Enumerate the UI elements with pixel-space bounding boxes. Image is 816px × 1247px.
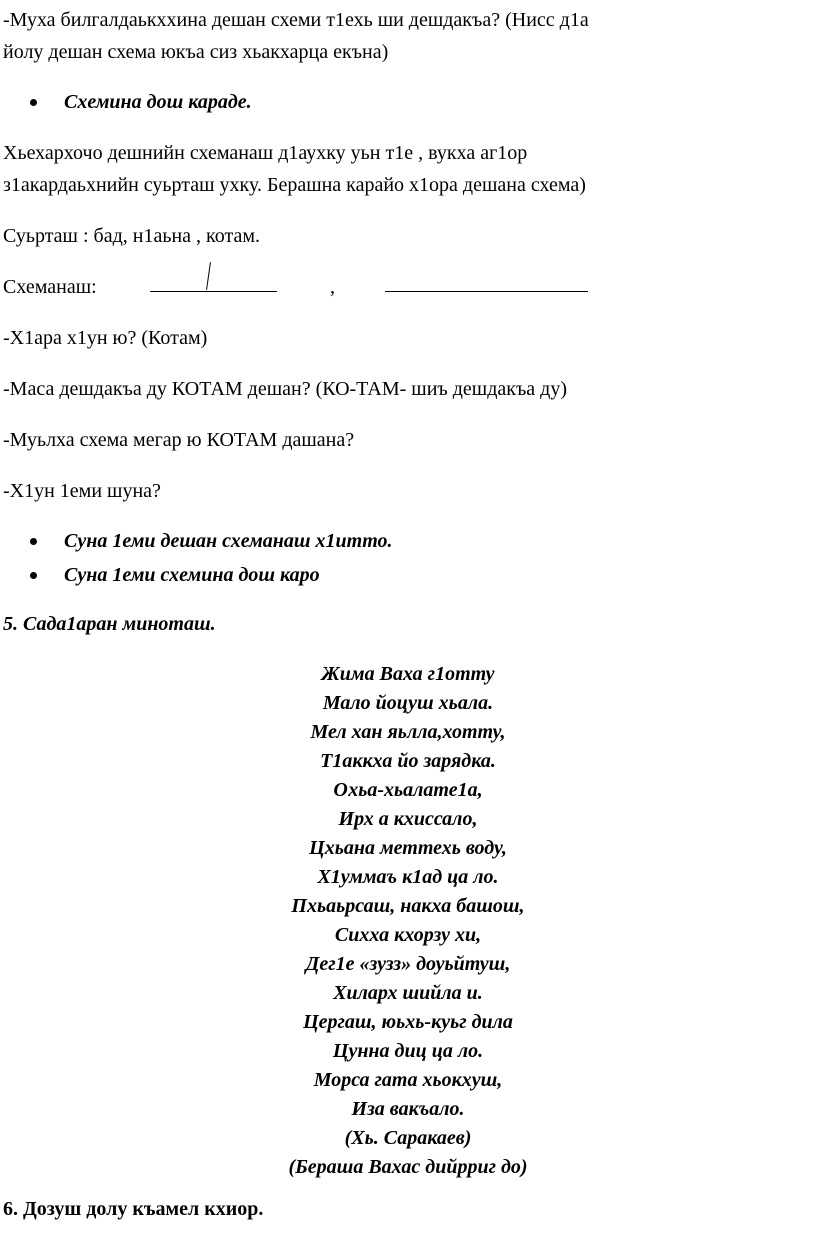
intro-line-1: -Муха билгалдаькххина дешан схеми т1ехь ши дешдакъа? (Нисс д1а: [3, 9, 589, 31]
pictures-line: Суьрташ : бад, н1аьна , котам.: [3, 225, 260, 247]
schemes-label: Схеманаш:: [3, 276, 97, 298]
section-5-title: 5. Сада1аран миноташ.: [3, 613, 216, 635]
poem-line: Сихха кхорзу хи,: [334, 924, 482, 946]
poem-line: Хиларх шийла и.: [333, 982, 483, 1004]
poem-line: Пхьаьрсаш, накха башош,: [291, 895, 525, 917]
poem-note: (Бераша Вахас дийрриг до): [288, 1156, 528, 1178]
poem-author: (Хь. Саракаев): [344, 1127, 472, 1149]
scheme-blank-2: [385, 291, 588, 292]
bullet-dot-icon: [30, 538, 37, 545]
bullet-dot-icon: [30, 99, 37, 106]
question-2: -Маса дешдакъа ду КОТАМ дешан? (КО-ТАМ- шиъ дешдакъа ду): [3, 378, 568, 400]
poem-line: Мало йоцуш хьала.: [322, 692, 494, 714]
poem-line: Мел хан яьлла,хотту,: [310, 721, 506, 743]
scheme-blank-1: [150, 291, 277, 292]
explain-line-2: з1акардаьхнийн суьрташ ухку. Берашна карайо х1ора дешана схема): [3, 174, 586, 196]
poem: [0, 660, 816, 1182]
scheme-divider-mark: [206, 262, 211, 290]
poem-line: Х1уммаъ к1ад ца ло.: [317, 866, 499, 888]
bullet-dot-icon: [30, 572, 37, 579]
poem-line: Иза вакъало.: [351, 1098, 465, 1120]
bullet-text: Суна 1еми дешан схеманаш х1итто.: [64, 530, 393, 552]
bullet-text: Схемина дош караде.: [64, 91, 252, 113]
poem-line: Цергаш, юьхь-куьг дила: [303, 1011, 513, 1033]
intro-line-2: йолу дешан схема юкъа сиз хьакхарца екъна): [3, 41, 389, 63]
poem-line: Т1аккха йо зарядка.: [320, 750, 496, 772]
poem-line: Ирх а кхиссало,: [338, 808, 478, 830]
poem-line: Морса гата хьокхуш,: [313, 1069, 503, 1091]
schemes-comma: ,: [330, 276, 335, 298]
question-4: -Х1ун 1еми шуна?: [3, 480, 161, 502]
section-6-title: 6. Дозуш долу къамел кхиор.: [3, 1198, 264, 1220]
poem-line: Дег1е «зузз» доуьйтуш,: [305, 953, 511, 975]
poem-line: Охьа-хьалате1а,: [333, 779, 483, 801]
question-1: -Х1ара х1ун ю? (Котам): [3, 327, 208, 349]
poem-line: Жима Ваха г1отту: [321, 663, 495, 685]
question-3: -Муьлха схема мегар ю КОТАМ дашана?: [3, 429, 355, 451]
explain-line-1: Хьехархочо дешнийн схеманаш д1аухку уьн т1е , вукха аг1ор: [3, 142, 528, 164]
bullet-text: Суна 1еми схемина дош каро: [64, 564, 320, 586]
poem-line: Цунна диц ца ло.: [332, 1040, 484, 1062]
poem-line: Цхьана меттехь воду,: [309, 837, 507, 859]
